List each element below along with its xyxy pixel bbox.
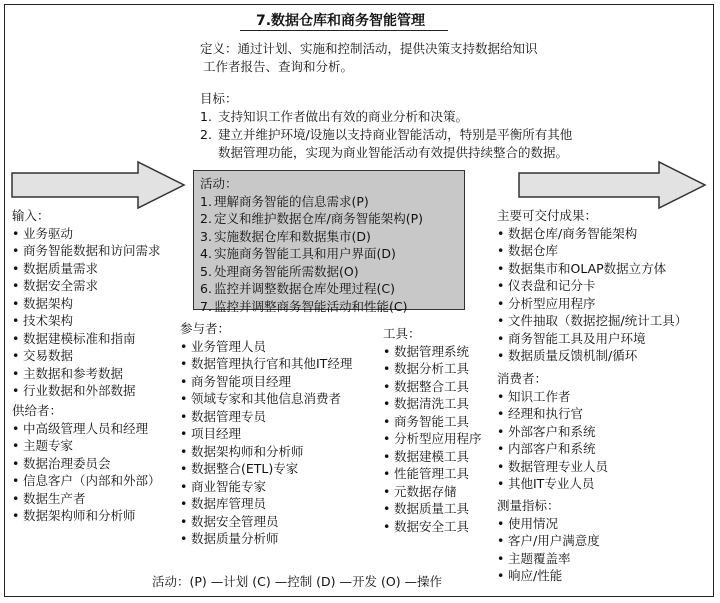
supplier-item: • 主题专家 xyxy=(12,437,161,455)
activities-box xyxy=(193,170,465,314)
participant-item: • 领域专家和其他信息消费者 xyxy=(180,390,352,408)
activity-item: 2. 定义和维护数据仓库/商务智能架构(P) xyxy=(200,211,424,226)
metrics-section xyxy=(497,497,600,585)
tool-item: • 性能管理工具 xyxy=(383,465,482,483)
goal-item xyxy=(200,108,680,126)
participant-item: • 数据管理执行官和其他IT经理 xyxy=(180,355,352,373)
tool-item: • 数据分析工具 xyxy=(383,360,482,378)
activity-item: 3. 实施数据仓库和数据集市(D) xyxy=(200,228,371,244)
goals xyxy=(200,90,680,162)
deliverable-item: • 数据质量反馈机制/循环 xyxy=(497,347,687,365)
goals-label: 目标： xyxy=(200,91,238,106)
input-item: • 数据架构 xyxy=(12,295,161,313)
deliverables-section xyxy=(497,207,687,365)
supplier-item: • 数据治理委员会 xyxy=(12,455,161,473)
tool-item: • 数据质量工具 xyxy=(383,500,482,518)
inputs-label: 输入： xyxy=(12,208,50,223)
consumers-label: 消费者： xyxy=(497,371,548,386)
tool-item: • 数据建模工具 xyxy=(383,448,482,466)
supplier-item: • 信息客户（内部和外部） xyxy=(12,472,161,490)
supplier-item: • 数据生产者 xyxy=(12,490,161,508)
participant-item: • 数据库管理员 xyxy=(180,495,352,513)
activity-item: 6. 监控并调整数据仓库处理过程(C) xyxy=(200,281,395,296)
tool-item: • 数据清洗工具 xyxy=(383,395,482,413)
definition-line: 定义：通过计划、实施和控制活动，提供决策支持数据给知识 xyxy=(200,41,538,56)
deliverable-item: • 仪表盘和记分卡 xyxy=(497,277,687,295)
consumer-item: • 知识工作者 xyxy=(497,388,608,406)
goal-number: 2. xyxy=(200,127,212,142)
input-item: • 数据安全需求 xyxy=(12,277,161,295)
goal-text: 建立并维护环境/设施以支持商业智能活动，特别是平衡所有其他 xyxy=(217,127,573,142)
goal-number: 1. xyxy=(200,109,212,124)
participant-item: • 数据安全管理员 xyxy=(180,513,352,531)
title-underline xyxy=(240,30,448,31)
consumers-section xyxy=(497,370,608,493)
inputs-section xyxy=(12,207,161,400)
goal-text: 支持知识工作者做出有效的商业分析和决策。 xyxy=(217,109,468,124)
deliverable-item: • 分析型应用程序 xyxy=(497,295,687,313)
suppliers-section xyxy=(12,402,161,525)
left-arrow xyxy=(10,160,186,210)
input-item: • 业务驱动 xyxy=(12,225,161,243)
supplier-item: • 中高级管理人员和经理 xyxy=(12,420,161,438)
goal-item xyxy=(200,126,680,144)
tools-label: 工具： xyxy=(383,326,421,341)
tool-item: • 商务智能工具 xyxy=(383,413,482,431)
consumer-item: • 内部客户和系统 xyxy=(497,440,608,458)
legend-footer: 活动：(P) —计划 (C) —控制 (D) —开发 (O) —操作 xyxy=(152,574,443,589)
deliverable-item: • 数据仓库 xyxy=(497,242,687,260)
supplier-item: • 数据架构师和分析师 xyxy=(12,507,161,525)
activity-item: 7. 监控并调整商务智能活动和性能(C) xyxy=(200,298,408,314)
tools-section xyxy=(383,325,482,535)
input-item: • 数据建模标准和指南 xyxy=(12,330,161,348)
participant-item: • 数据管理专员 xyxy=(180,408,352,426)
activity-item: 1. 理解商务智能的信息需求(P) xyxy=(200,193,369,209)
participant-item: • 商业智能专家 xyxy=(180,478,352,496)
right-arrow xyxy=(517,160,707,210)
deliverable-item: • 文件抽取（数据挖掘/统计工具） xyxy=(497,312,687,330)
suppliers-label: 供给者： xyxy=(12,403,63,418)
metric-item: • 响应/性能 xyxy=(497,567,600,585)
consumer-item: • 外部客户和系统 xyxy=(497,423,608,441)
tool-item: • 分析型应用程序 xyxy=(383,430,482,448)
input-item: • 技术架构 xyxy=(12,312,161,330)
input-item: • 数据质量需求 xyxy=(12,260,161,278)
consumer-item: • 其他IT专业人员 xyxy=(497,475,608,493)
tool-item: • 数据管理系统 xyxy=(383,343,482,361)
participants-label: 参与者： xyxy=(180,321,231,336)
definition xyxy=(200,40,620,76)
consumer-item: • 数据管理专业人员 xyxy=(497,458,608,476)
participant-item: • 项目经理 xyxy=(180,425,352,443)
participant-item: • 数据整合(ETL)专家 xyxy=(180,460,352,478)
goal-text-continued: 数据管理功能，实现为商业智能活动有效提供持续整合的数据。 xyxy=(218,145,569,160)
activity-item: 4. 实施商务智能工具和用户界面(D) xyxy=(200,246,396,261)
diagram-title: 7.数据仓库和商务智能管理 xyxy=(256,13,426,29)
input-item: • 行业数据和外部数据 xyxy=(12,382,161,400)
definition-line: 工作者报告、查询和分析。 xyxy=(203,59,354,74)
metric-item: • 使用情况 xyxy=(497,515,600,533)
metrics-label: 测量指标： xyxy=(497,498,560,513)
deliverables-label: 主要可交付成果： xyxy=(497,208,598,223)
metric-item: • 主题覆盖率 xyxy=(497,550,600,568)
activity-item: 5. 处理商务智能所需数据(O) xyxy=(200,263,359,279)
input-item: • 商务智能数据和访问需求 xyxy=(12,242,161,260)
metric-item: • 客户/用户满意度 xyxy=(497,532,600,550)
consumer-item: • 经理和执行官 xyxy=(497,405,608,423)
participants-section xyxy=(180,320,352,548)
activities-label: 活动： xyxy=(200,176,238,191)
tool-item: • 元数据存储 xyxy=(383,483,482,501)
participant-item: • 商务智能项目经理 xyxy=(180,373,352,391)
tool-item: • 数据整合工具 xyxy=(383,378,482,396)
participant-item: • 数据质量分析师 xyxy=(180,530,352,548)
deliverable-item: • 商务智能工具及用户环境 xyxy=(497,330,687,348)
deliverable-item: • 数据集市和OLAP数据立方体 xyxy=(497,260,687,278)
tool-item: • 数据安全工具 xyxy=(383,518,482,536)
participant-item: • 业务管理人员 xyxy=(180,338,352,356)
deliverable-item: • 数据仓库/商务智能架构 xyxy=(497,225,687,243)
input-item: • 交易数据 xyxy=(12,347,161,365)
participant-item: • 数据架构师和分析师 xyxy=(180,443,352,461)
input-item: • 主数据和参考数据 xyxy=(12,365,161,383)
